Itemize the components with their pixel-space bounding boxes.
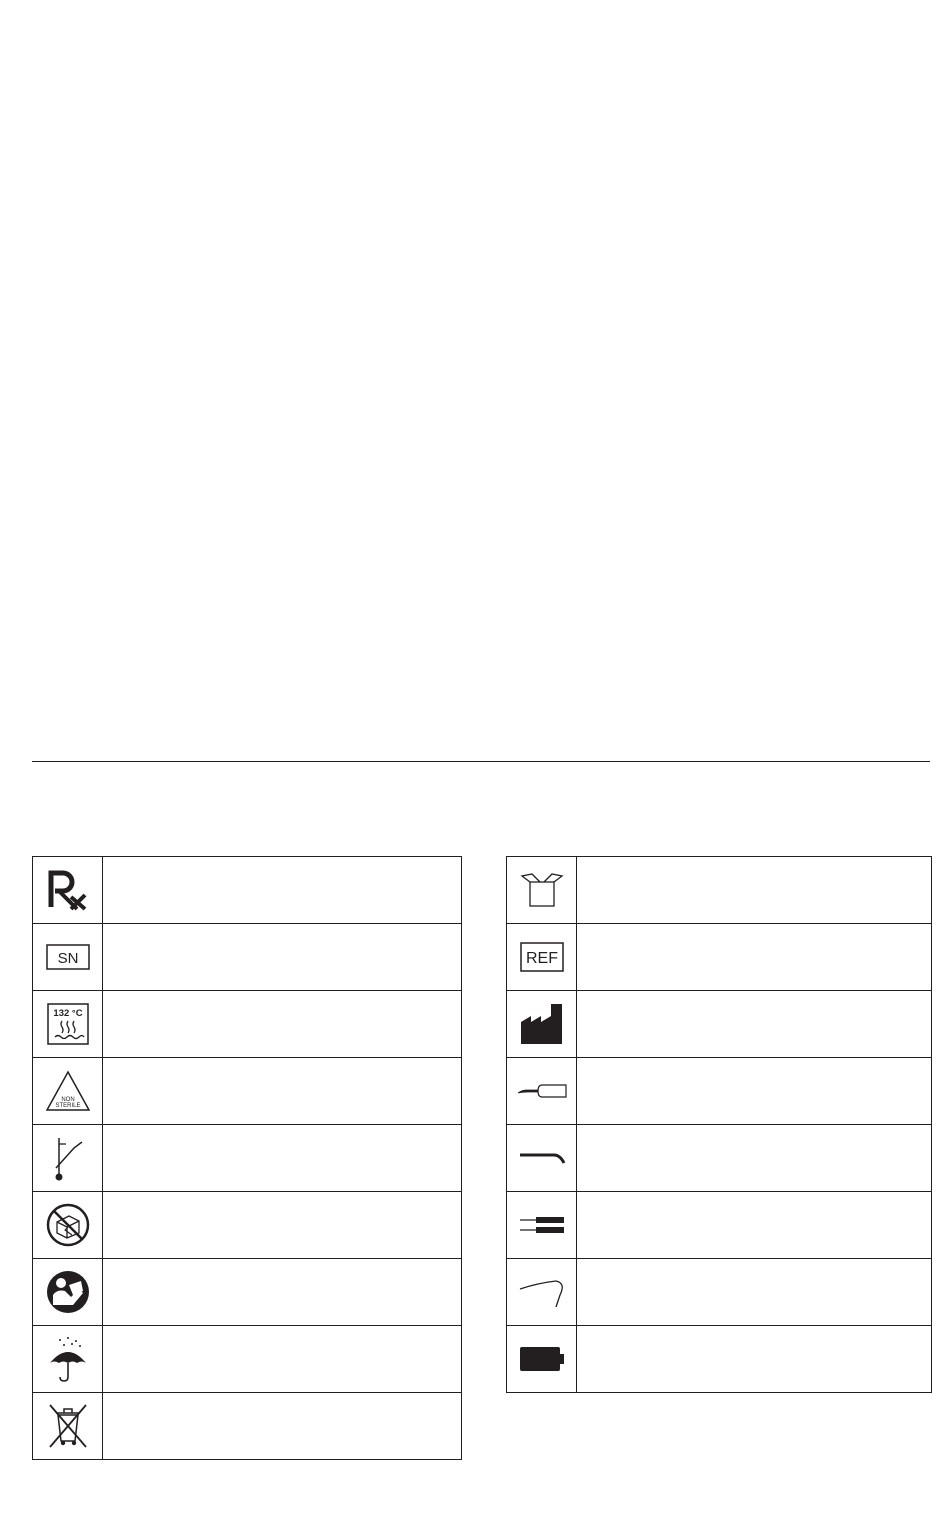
icon-cell [33, 1192, 103, 1259]
symbol-row [507, 1259, 932, 1326]
icon-cell [507, 1192, 577, 1259]
non-sterile-icon [45, 1070, 91, 1112]
icon-cell [33, 1393, 103, 1460]
symbols-table-left [32, 856, 462, 1460]
serial-number-icon [46, 943, 90, 971]
symbol-row [507, 1326, 932, 1393]
icon-cell [507, 1058, 577, 1125]
symbol-row [507, 1125, 932, 1192]
symbol-row [507, 1192, 932, 1259]
symbol-description [103, 857, 462, 924]
symbol-row [33, 1393, 462, 1460]
temperature-text: 132 °C [52, 1008, 83, 1019]
weee-crossed-bin-icon [46, 1401, 90, 1451]
battery-icon [518, 1344, 566, 1374]
hook-probe-icon [518, 1147, 566, 1169]
symbol-row [33, 1125, 462, 1192]
symbol-row [33, 991, 462, 1058]
rx-prescription-icon [45, 867, 91, 913]
symbol-row [33, 1326, 462, 1393]
symbol-description [577, 1058, 932, 1125]
symbol-row [33, 857, 462, 924]
symbol-row [33, 1192, 462, 1259]
symbol-description [577, 1125, 932, 1192]
symbol-description [577, 1326, 932, 1393]
symbol-description [103, 1259, 462, 1326]
non-text: NON [60, 1097, 75, 1103]
icon-cell [33, 1259, 103, 1326]
icon-cell [507, 991, 577, 1058]
symbol-description [103, 1192, 462, 1259]
symbols-table-right [506, 856, 932, 1393]
connector-cable-icon [518, 1213, 566, 1237]
curved-wire-icon [518, 1273, 566, 1311]
consult-instructions-icon [45, 1269, 91, 1315]
symbol-row [33, 924, 462, 991]
icon-cell [33, 1058, 103, 1125]
horizontal-divider [32, 761, 930, 762]
manufacturer-icon [519, 1002, 565, 1046]
symbol-description [103, 1393, 462, 1460]
symbol-description [577, 857, 932, 924]
symbol-description [103, 1058, 462, 1125]
package-contents-icon [519, 870, 565, 910]
icon-cell [33, 991, 103, 1058]
symbol-description [103, 924, 462, 991]
symbol-description [103, 1326, 462, 1393]
steam-sterilization-icon [47, 1003, 89, 1045]
icon-cell [507, 1259, 577, 1326]
symbol-description [103, 1125, 462, 1192]
icon-cell [507, 1125, 577, 1192]
icon-cell [507, 924, 577, 991]
symbol-description [577, 991, 932, 1058]
catalog-reference-icon [519, 941, 565, 973]
symbol-row [33, 1058, 462, 1125]
symbol-description [103, 991, 462, 1058]
temperature-limit-icon [48, 1134, 88, 1182]
symbol-description [577, 924, 932, 991]
sn-text: SN [57, 950, 78, 967]
symbol-description [577, 1192, 932, 1259]
keep-dry-icon [46, 1335, 90, 1383]
icon-cell [33, 924, 103, 991]
icon-cell [33, 1125, 103, 1192]
symbol-description [577, 1259, 932, 1326]
symbol-row [507, 1058, 932, 1125]
ref-text: REF [525, 950, 558, 967]
icon-cell [33, 1326, 103, 1393]
symbol-row [507, 857, 932, 924]
symbol-row [507, 924, 932, 991]
icon-cell [507, 857, 577, 924]
icon-cell [33, 857, 103, 924]
sterile-text: STERILE [54, 1103, 81, 1109]
symbol-row [507, 991, 932, 1058]
symbol-row [33, 1259, 462, 1326]
probe-tip-icon [516, 1079, 568, 1103]
icon-cell [507, 1326, 577, 1393]
do-not-use-if-package-damaged-icon [45, 1202, 91, 1248]
